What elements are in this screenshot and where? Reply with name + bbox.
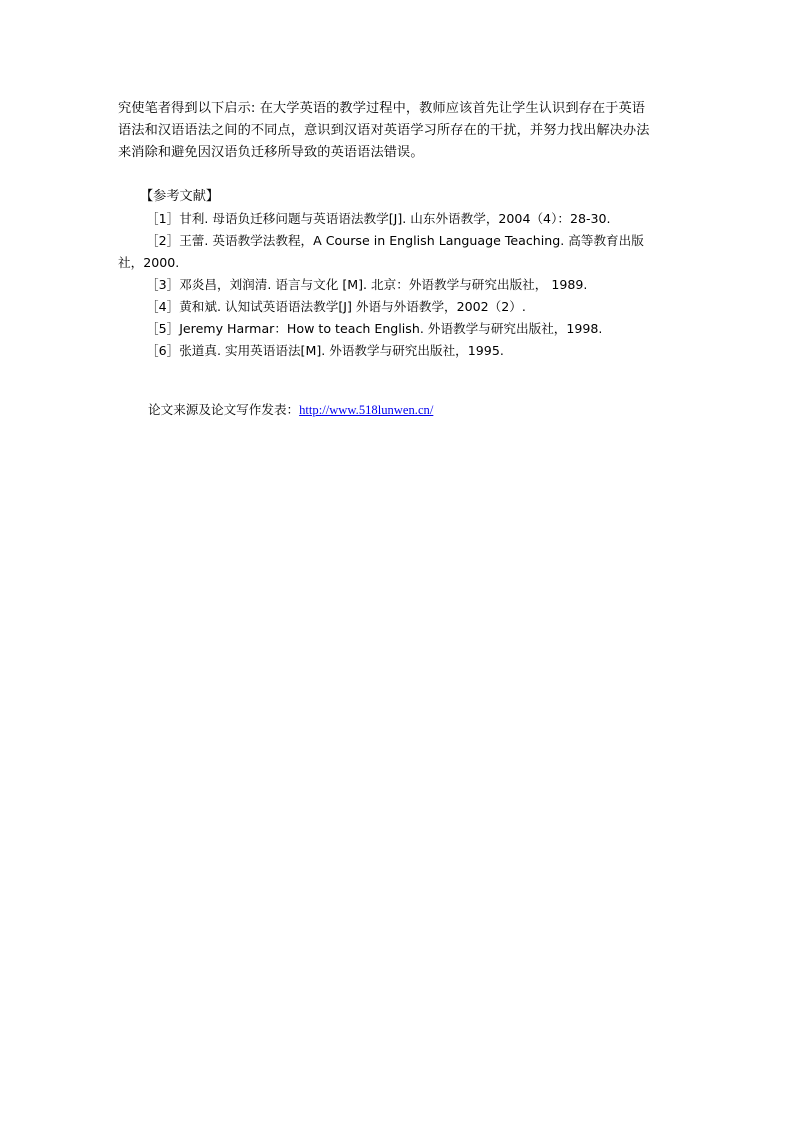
- reference-item-3: ［3］邓炎昌，刘润清. 语言与文化 [M]. 北京：外语教学与研究出版社， 1989.: [146, 277, 588, 292]
- paragraph-line: 究使笔者得到以下启示: 在大学英语的教学过程中，教师应该首先让学生认识到存在于英语: [118, 101, 646, 116]
- reference-item-2-continuation: 社，2000.: [118, 255, 180, 270]
- references-heading: 【参考文献】: [140, 189, 220, 204]
- reference-item-1: ［1］甘利. 母语负迁移问题与英语语法教学[J]. 山东外语教学，2004（4）：28-30.: [146, 211, 611, 226]
- source-line: [148, 399, 433, 421]
- source-link[interactable]: http://www.518lunwen.cn/: [299, 403, 434, 417]
- references-list: [118, 208, 698, 362]
- paragraph-line: 语法和汉语语法之间的不同点，意识到汉语对英语学习所存在的干扰，并努力找出解决办法: [118, 123, 650, 138]
- reference-item-4: ［4］黄和斌. 认知试英语语法教学[J] 外语与外语教学，2002（2）.: [146, 299, 526, 314]
- reference-item-5: ［5］Jeremy Harmar：How to teach English. 外语教学与研究出版社，1998.: [146, 321, 603, 336]
- reference-item-2: ［2］王蕾. 英语教学法教程，A Course in English Language Teaching. 高等教育出版: [146, 233, 644, 248]
- source-label: 论文来源及论文写作发表：: [148, 402, 300, 417]
- body-paragraph: [118, 98, 680, 164]
- reference-item-6: ［6］张道真. 实用英语语法[M]. 外语教学与研究出版社，1995.: [146, 343, 504, 358]
- paragraph-line: 来消除和避免因汉语负迁移所导致的英语语法错误。: [118, 145, 424, 160]
